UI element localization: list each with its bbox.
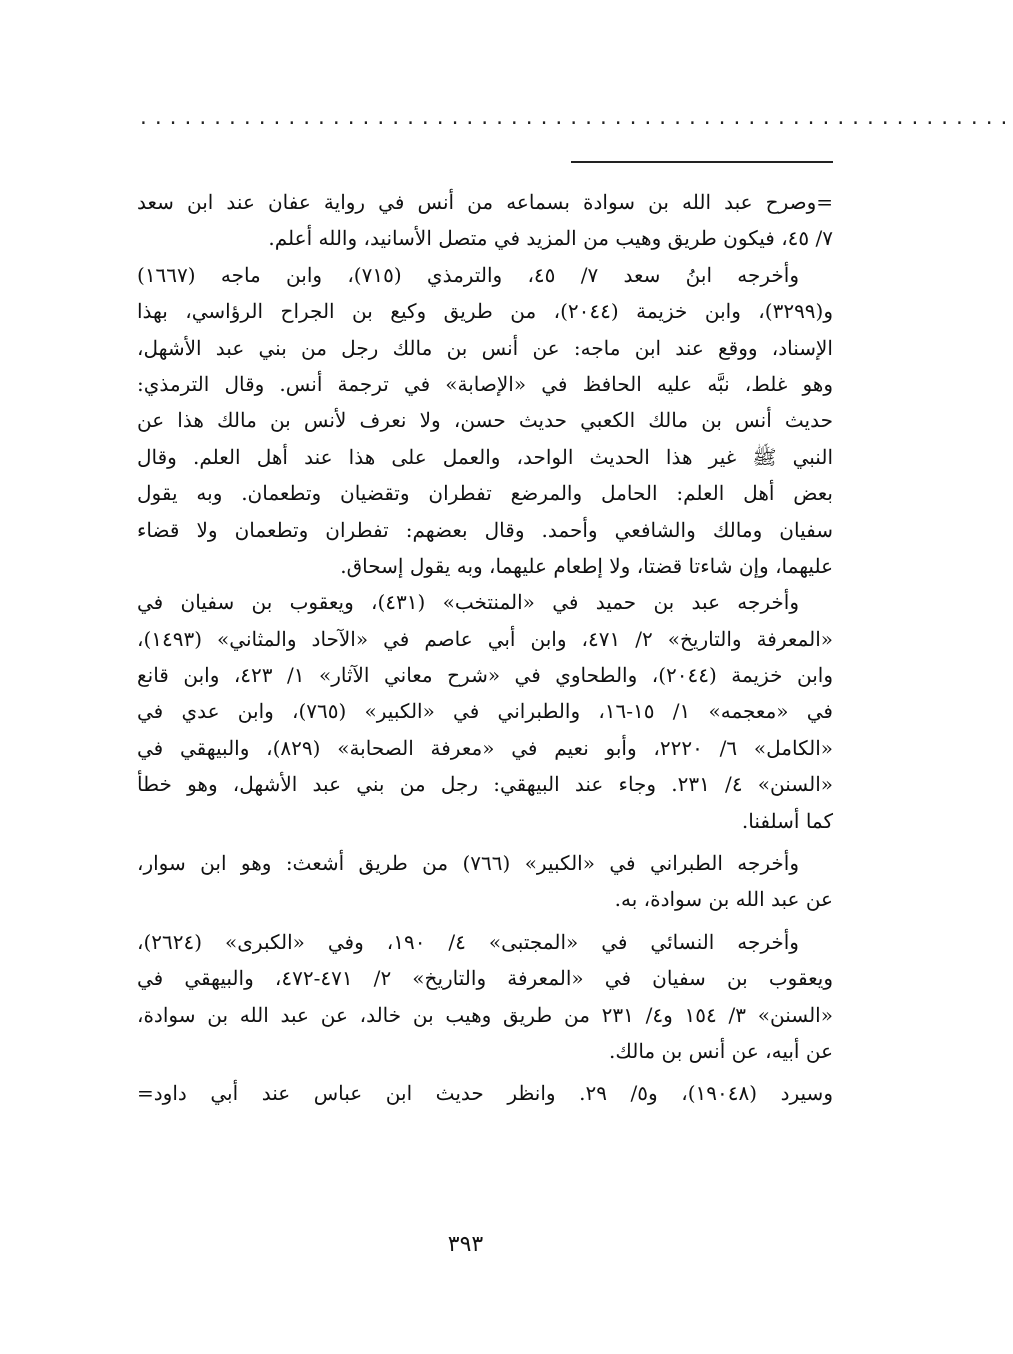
text-line: في «معجمه» ١/ ١٥-١٦، والطبراني في «الكبير» (٧٦٥)، وابن عدي في <box>137 699 833 724</box>
text-line: وأخرجه عبد بن حميد في «المنتخب» (٤٣١)، ويعقوب بن سفيان في <box>137 590 799 615</box>
page-number: ٣٩٣ <box>447 1232 484 1257</box>
text-line: «السنن» ٣/ ١٥٤ و٤/ ٢٣١ من طريق وهيب بن خالد، عن عبد الله بن سوادة، <box>137 1002 833 1027</box>
text-line: «السنن» ٤/ ٢٣١. وجاء عند البيهقي: رجل من بني عبد الأشهل، وهو خطأ <box>137 772 833 797</box>
paragraph-continuation <box>137 184 833 257</box>
text-line: كما أسلفنا. <box>741 808 833 833</box>
text-line: و(٣٢٩٩)، وابن خزيمة (٢٠٤٤)، من طريق وكيع بن الجراح الرؤاسي، بهذا <box>137 299 834 324</box>
text-line: عن أبيه، عن أنس بن مالك. <box>609 1038 833 1063</box>
text-line: ويعقوب بن سفيان في «المعرفة والتاريخ» ٢/ ٤٧١-٤٧٢، والبيهقي في <box>137 966 834 991</box>
footnote-rule <box>571 161 833 163</box>
text-line: وأخرجه الطبراني في «الكبير» (٧٦٦) من طريق أشعث: وهو ابن سوار، <box>137 851 799 876</box>
text-line: وأخرجه ابنُ سعد ٧/ ٤٥، والترمذي (٧١٥)، وابن ماجه (١٦٦٧) <box>137 262 799 287</box>
dotted-separator: ........................................................... <box>138 108 1013 129</box>
text-line: ٧/ ٤٥، فيكون طريق وهيب من المزيد في متصل الأسانيد، والله أعلم. <box>268 226 833 251</box>
footnote-text <box>137 184 833 1112</box>
text-line: النبي ﷺ غير هذا الحديث الواحد، والعمل على هذا عند أهل العلم. وقال <box>137 444 833 469</box>
paragraph-tirmidhi <box>137 257 833 585</box>
text-line: حديث أنس بن مالك الكعبي حديث حسن، ولا نعرف لأنس بن مالك هذا عن <box>137 408 833 433</box>
text-line: وهو غلط، نبَّه عليه الحافظ في «الإصابة» في ترجمة أنس. وقال الترمذي: <box>137 371 833 396</box>
text-line: =وصرح عبد الله بن سوادة بسماعه من أنس في رواية عفان عند ابن سعد <box>137 190 833 214</box>
paragraph-nasai <box>137 924 833 1070</box>
text-line: وابن خزيمة (٢٠٤٤)، والطحاوي في «شرح معاني الآثار» ١/ ٤٢٣، وابن قانع <box>137 663 833 688</box>
paragraph-tabarani <box>137 845 833 918</box>
text-line: بعض أهل العلم: الحامل والمرضع تفطران وتقضيان وتطعمان. وبه يقول <box>137 481 833 506</box>
text-line: وسيرد (١٩٠٤٨)، و٥/ ٢٩. وانظر حديث ابن عباس عند أبي داود= <box>137 1081 833 1106</box>
text-line: «الكامل» ٦/ ٢٢٢٠، وأبو نعيم في «معرفة الصحابة» (٨٢٩)، والبيهقي في <box>137 735 833 760</box>
text-line: عن عبد الله بن سوادة، به. <box>614 887 833 912</box>
text-line: عليهما، وإن شاءتا قضتا، ولا إطعام عليهما، وبه يقول إسحاق. <box>340 553 833 578</box>
text-line: وأخرجه النسائي في «المجتبى» ٤/ ١٩٠، وفي «الكبرى» (٢٦٢٤)، <box>137 929 799 954</box>
text-line: «المعرفة والتاريخ» ٢/ ٤٧١، وابن أبي عاصم في «الآحاد والمثاني» (١٤٩٣)، <box>137 626 833 651</box>
paragraph-abd-bin-humaid <box>137 584 833 839</box>
text-line: سفيان ومالك والشافعي وأحمد. وقال بعضهم: تفطران وتطعمان ولا قضاء <box>137 517 833 542</box>
paragraph-see-also <box>137 1075 833 1111</box>
text-line: الإسناد، ووقع عند ابن ماجه: عن أنس بن مالك رجل من بني عبد الأشهل، <box>137 335 833 360</box>
